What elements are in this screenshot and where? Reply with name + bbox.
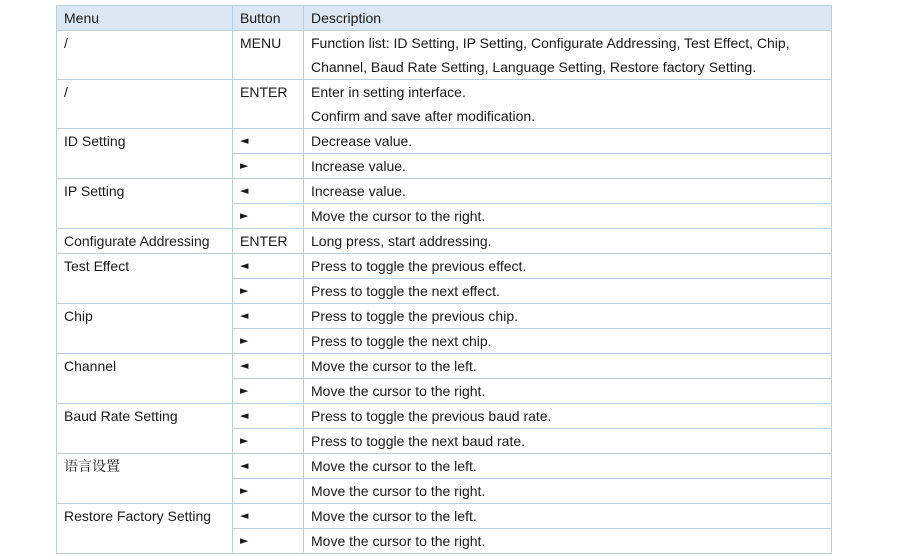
button-cell: ◄ [233,354,304,379]
button-cell: ENTER [233,229,304,254]
header-menu: Menu [57,6,233,31]
description-cell [304,429,832,454]
button-cell: MENU [233,31,304,80]
menu-cell: IP Setting [57,179,233,229]
description-cell [304,304,832,329]
description-line: Press to toggle the previous effect. [311,258,527,274]
table-body [57,31,832,554]
menu-cell: / [57,80,233,129]
button-cell: ► [233,429,304,454]
description-cell [304,329,832,354]
description-cell [304,179,832,204]
header-button: Button [233,6,304,31]
menu-cell: Test Effect [57,254,233,304]
table-row [57,129,832,154]
table-row [57,229,832,254]
description-cell [304,454,832,479]
button-cell: ► [233,154,304,179]
header-description: Description [304,6,832,31]
table-row [57,254,832,279]
table-row [57,31,832,80]
description-line: Move the cursor to the right. [311,483,486,499]
description-line: Enter in setting interface. [311,84,466,100]
description-line: Confirm and save after modification. [311,108,536,124]
button-cell: ◄ [233,504,304,529]
description-line: Press to toggle the previous chip. [311,308,519,324]
button-cell: ► [233,479,304,504]
menu-cell: / [57,31,233,80]
table-row [57,80,832,129]
description-line: Press to toggle the previous baud rate. [311,408,552,424]
description-cell [304,504,832,529]
table-row [57,304,832,329]
button-cell: ◄ [233,404,304,429]
description-cell [304,404,832,429]
button-cell: ◄ [233,129,304,154]
header-row [57,6,832,31]
description-cell [304,229,832,254]
menu-cell: Configurate Addressing [57,229,233,254]
description-cell [304,80,832,129]
button-cell: ◄ [233,304,304,329]
menu-cell: ID Setting [57,129,233,179]
description-line: Press to toggle the next effect. [311,283,500,299]
description-cell [304,379,832,404]
button-cell: ► [233,279,304,304]
description-line: Move the cursor to the right. [311,533,486,549]
description-line: Function list: ID Setting, IP Setting, Configurate Addressing, Test Effect, Chip, [311,35,790,51]
description-line: Press to toggle the next baud rate. [311,433,526,449]
menu-cell: Chip [57,304,233,354]
table-row [57,179,832,204]
table-row [57,504,832,529]
description-cell [304,529,832,554]
description-cell [304,154,832,179]
table-row [57,454,832,479]
button-cell: ► [233,204,304,229]
table-row [57,354,832,379]
menu-cell: Baud Rate Setting [57,404,233,454]
button-cell: ENTER [233,80,304,129]
button-cell: ► [233,329,304,354]
button-cell: ◄ [233,254,304,279]
description-cell [304,479,832,504]
description-line: Move the cursor to the right. [311,208,486,224]
table-header [57,6,832,31]
description-cell [304,279,832,304]
description-line: Increase value. [311,183,406,199]
description-line: Press to toggle the next chip. [311,333,492,349]
description-line: Increase value. [311,158,406,174]
description-cell [304,354,832,379]
description-line: Channel, Baud Rate Setting, Language Setting, Restore factory Setting. [311,59,757,75]
description-cell [304,254,832,279]
description-line: Move the cursor to the left. [311,358,477,374]
description-line: Move the cursor to the right. [311,383,486,399]
description-line: Decrease value. [311,133,413,149]
button-cell: ► [233,379,304,404]
menu-cell: Restore Factory Setting [57,504,233,554]
button-cell: ◄ [233,179,304,204]
description-line: Long press, start addressing. [311,233,492,249]
button-cell: ◄ [233,454,304,479]
description-line: Move the cursor to the left. [311,458,477,474]
menu-cell: 语言设置 [57,454,233,504]
menu-button-table [56,5,832,554]
description-line: Move the cursor to the left. [311,508,477,524]
table-row [57,404,832,429]
description-cell [304,129,832,154]
description-cell [304,204,832,229]
menu-cell: Channel [57,354,233,404]
description-cell [304,31,832,80]
button-cell: ► [233,529,304,554]
